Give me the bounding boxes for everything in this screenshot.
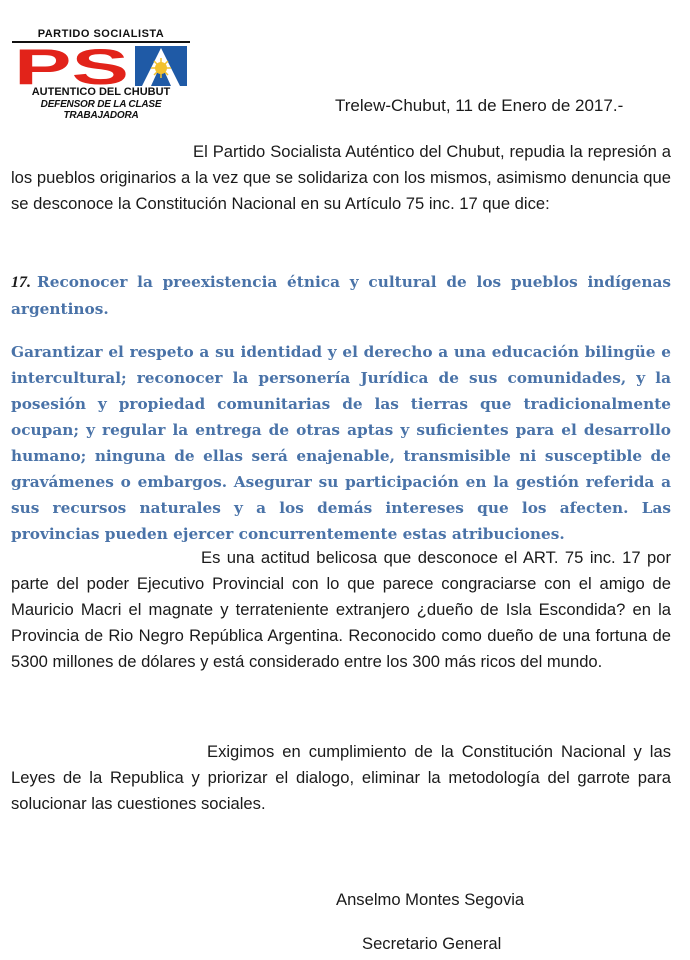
svg-text:PS: PS (14, 44, 129, 88)
paragraph-1-first: El Partido Socialista Auténtico del Chubut, repudia la (193, 142, 583, 161)
quote-article-17 (11, 269, 671, 322)
paragraph-3 (11, 739, 671, 817)
signature-name: Anselmo Montes Segovia (336, 890, 525, 909)
paragraph-1-rest: represión a los pueblos originarios a la vez que se solidariza con los mismos, asimismo denuncia que se desconoce la Constitución Nacional en su Artículo 75 inc. 17 que dice: (11, 142, 671, 213)
quote-number: 17. (11, 274, 31, 291)
quote-paragraph-2: Garantizar el respeto a su identidad y el derecho a una educación bilingüe e intercultural; reconocer la personería Jurídica de sus comunidades, y la posesión y propiedad comunitarias de las tierras que tradicionalmente ocupan; y regular la entrega de otras aptas y suficientes para el desarrollo humano; ninguna de ellas será enajenable, transmisible ni susceptible de gravámenes o embargos. Asegurar su participación en la gestión referida a sus recursos naturales y a los demás intereses que los afecten. Las provincias pueden ejercer concurrentemente estas atribuciones. (11, 343, 671, 543)
psa-letters (12, 44, 190, 88)
quote-1-text: Reconocer la preexistencia étnica y cultural de los pueblos indígenas argentinos. (11, 273, 671, 318)
paragraph-2 (11, 545, 671, 675)
paragraph-3-rest: y las Leyes de la Republica y priorizar el dialogo, eliminar la metodología del garrote para solucionar las cuestiones sociales. (11, 742, 671, 813)
sun-icon (151, 58, 171, 78)
signature-title: Secretario General (362, 934, 502, 953)
logo-tagline: DEFENSOR DE LA CLASE TRABAJADORA (40, 99, 162, 121)
paragraph-1 (11, 139, 671, 217)
paragraph-2-first: Es una actitud belicosa que desconoce el ART. 75 inc. (201, 548, 616, 567)
letter-date: Trelew-Chubut, 11 de Enero de 2017.- (335, 96, 624, 115)
logo-divider (12, 41, 190, 43)
logo-top-text: PARTIDO SOCIALISTA (37, 28, 165, 40)
paragraph-3-first: Exigimos en cumplimiento de la Constitución Nacional (207, 742, 626, 761)
logo-bottom-text: AUTENTICO DEL CHUBUT (31, 86, 171, 98)
paragraph-2-rest: 17 por parte del poder Ejecutivo Provincial con lo que parece congraciarse con el amigo de Mauricio Macri el magnate y terrateniente extranjero ¿dueño de Isla Escondida? en la Provincia de Rio Negro República Argentina. Reconocido como dueño de una fortuna de 5300 millones de dólares y está considerado entre los 300 más ricos del mundo. (11, 548, 671, 671)
party-logo (12, 28, 190, 121)
